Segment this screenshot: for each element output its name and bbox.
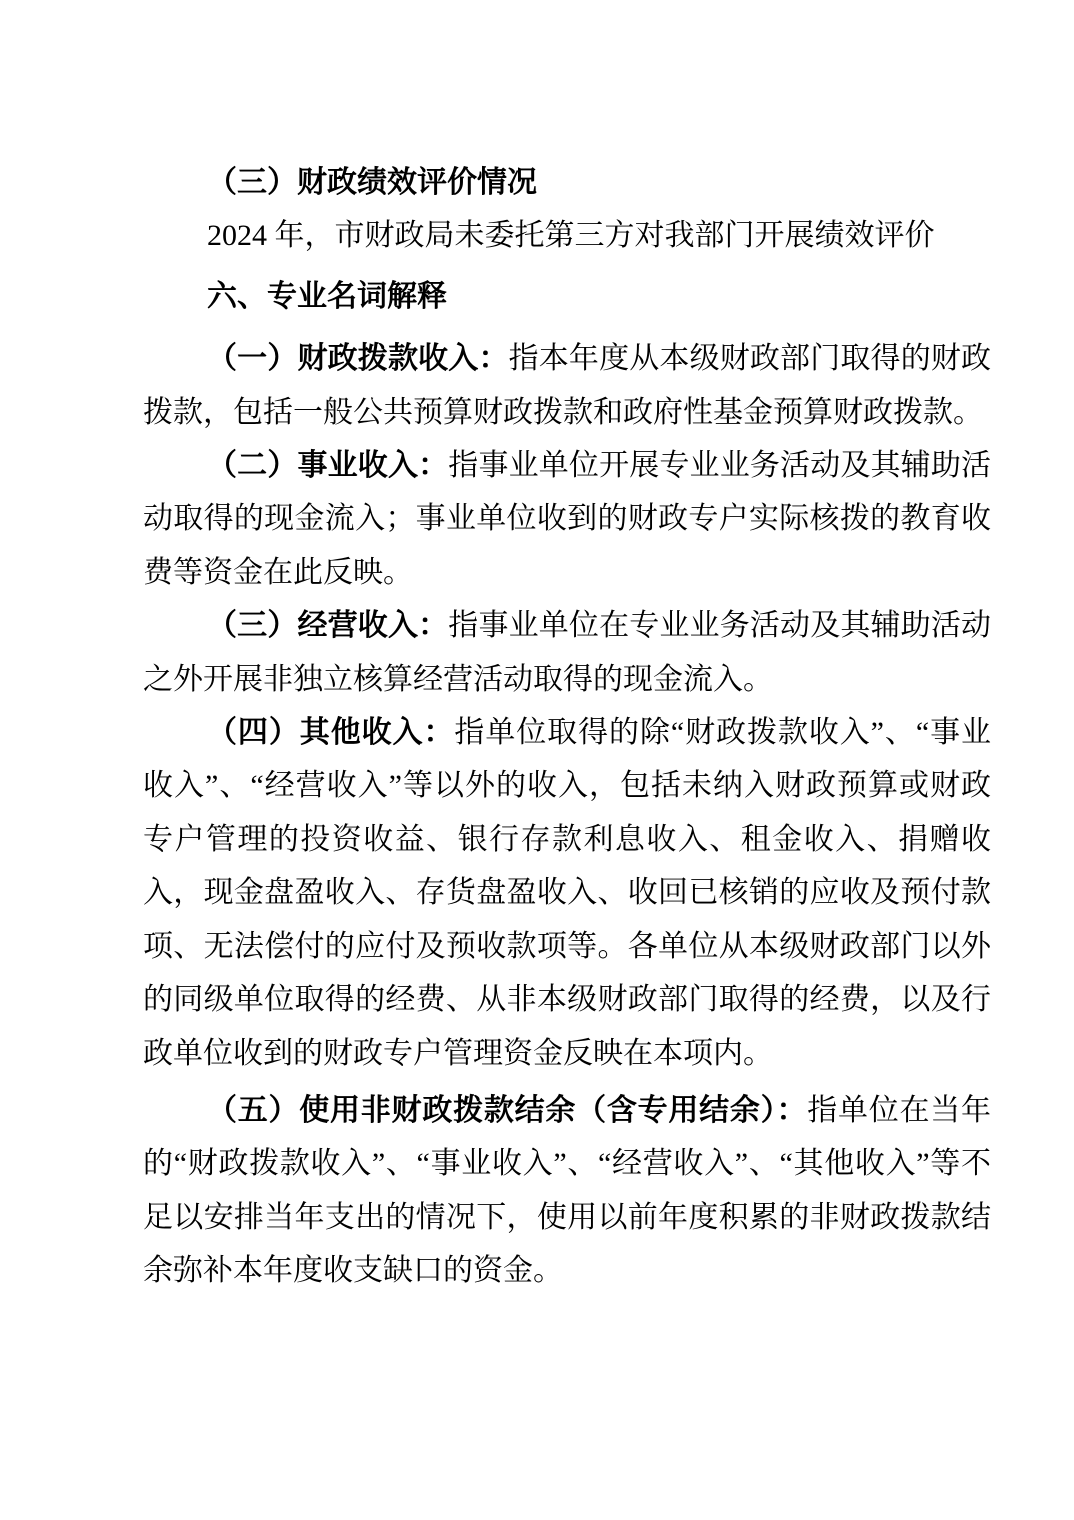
terms-section-heading: 六、专业名词解释 (207, 279, 447, 313)
term-paragraph-non-fiscal-surplus (143, 1084, 991, 1298)
term-paragraph-business-income (143, 599, 991, 706)
term-lead: （四）其他收入： (207, 716, 455, 750)
term-body: 指事业单位开展专业业务活动及其辅助活动取得的现金流入；事业单位收到的财政专户实际核拨的教育收费等资金在此反映。 (143, 449, 992, 589)
term-body: 指单位取得的除“财政拨款收入”、“事业收入”、“经营收入”等以外的收入，包括未纳入财政预算或财政专户管理的投资收益、银行存款利息收入、租金收入、捐赠收入，现金盘盈收入、存货盘盈收入、收回已核销的应收及预付款项、无法偿付的应付及预收款项等。各单位从本级财政部门以外的同级单位取得的经费、从非本级财政部门取得的经费，以及行政单位收到的财政专户管理资金反映在本项内。 (143, 716, 991, 1070)
term-paragraph-other-income (143, 706, 991, 1080)
term-lead: （五）使用非财政拨款结余（含专用结余）： (207, 1093, 808, 1127)
term-lead: （一）财政拨款收入： (207, 342, 509, 376)
term-lead: （二）事业收入： (207, 449, 449, 483)
term-paragraph-fiscal-appropriation-income (143, 332, 991, 439)
document-body (143, 156, 991, 1298)
term-paragraph-operating-income-public (143, 439, 991, 599)
term-body: 指事业单位在专业业务活动及其辅助活动之外开展非独立核算经营活动取得的现金流入。 (143, 609, 992, 696)
performance-evaluation-note: 2024 年，市财政局未委托第三方对我部门开展绩效评价 (207, 219, 935, 253)
term-body: 指单位在当年的“财政拨款收入”、“事业收入”、“经营收入”、“其他收入”等不足以安排当年支出的情况下，使用以前年度积累的非财政拨款结余弥补本年度收支缺口的资金。 (143, 1093, 992, 1288)
term-body: 指本年度从本级财政部门取得的财政拨款，包括一般公共预算财政拨款和政府性基金预算财政拨款。 (143, 342, 992, 429)
section-heading-performance-evaluation: （三）财政绩效评价情况 (207, 166, 537, 199)
term-lead: （三）经营收入： (207, 609, 449, 643)
